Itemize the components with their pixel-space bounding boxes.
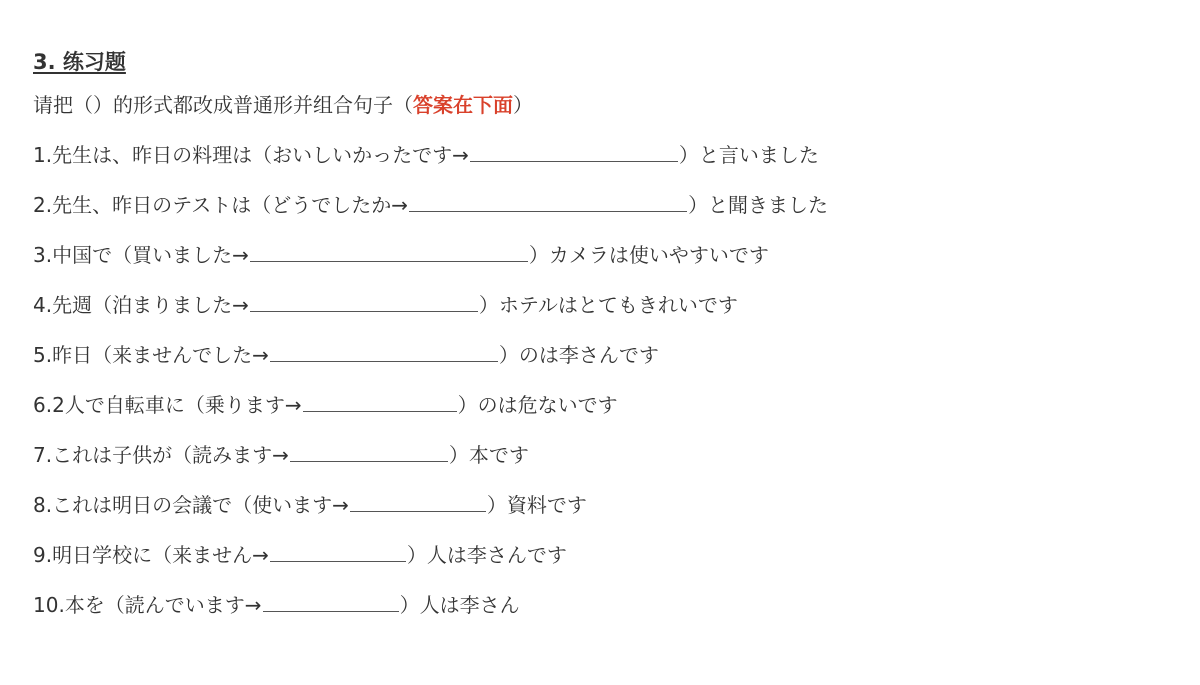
answer-blank[interactable] (270, 341, 498, 362)
exercise-number: 8. (33, 493, 53, 517)
instruction-text: 请把（）的形式都改成普通形并组合句子（ (33, 93, 413, 117)
exercise-ending: ）と言いました (678, 143, 819, 167)
answer-blank[interactable] (290, 441, 448, 462)
exercise-prompt: 本を（読んでいます→ (64, 593, 262, 617)
exercise-ending: ）のは李さんです (498, 343, 659, 367)
exercise-ending: ）資料です (486, 493, 587, 517)
exercise-prompt: 先生、昨日のテストは（どうでしたか→ (52, 193, 409, 217)
exercise-item (33, 430, 1200, 480)
answer-blank[interactable] (409, 191, 687, 212)
exercise-ending: ）のは危ないです (457, 393, 618, 417)
exercise-number: 3. (33, 243, 53, 267)
exercise-number: 9. (33, 543, 53, 567)
exercise-number: 4. (33, 293, 53, 317)
instruction-line (33, 80, 1200, 130)
answer-blank[interactable] (250, 241, 528, 262)
exercise-prompt: 中国で（買いました→ (52, 243, 249, 267)
exercise-ending: ）人は李さん (399, 593, 520, 617)
exercise-item (33, 480, 1200, 530)
answer-blank[interactable] (350, 491, 486, 512)
exercise-item (33, 280, 1200, 330)
exercise-ending: ）本です (448, 443, 529, 467)
exercise-number: 1. (33, 143, 53, 167)
exercise-item (33, 130, 1200, 180)
exercise-number: 7. (33, 443, 53, 467)
exercise-ending: ）と聞きました (688, 193, 829, 217)
exercise-prompt: 先週（泊まりました→ (52, 293, 249, 317)
exercise-prompt: これは明日の会議で（使います→ (52, 493, 349, 517)
answer-blank[interactable] (270, 541, 406, 562)
exercise-number: 6. (33, 393, 53, 417)
answer-blank[interactable] (250, 291, 478, 312)
exercise-item (33, 230, 1200, 280)
exercise-item (33, 530, 1200, 580)
exercise-number: 2. (33, 193, 53, 217)
answer-blank[interactable] (263, 591, 399, 612)
answer-blank[interactable] (470, 141, 678, 162)
exercise-number: 5. (33, 343, 53, 367)
exercise-prompt: 明日学校に（来ません→ (52, 543, 269, 567)
answer-note: 答案在下面 (413, 93, 513, 117)
exercise-list (33, 130, 1200, 630)
exercise-ending: ）人は李さんです (406, 543, 567, 567)
exercise-prompt: 先生は、昨日の料理は（おいしいかったです→ (52, 143, 469, 167)
exercise-prompt: 昨日（来ませんでした→ (52, 343, 269, 367)
exercise-item (33, 180, 1200, 230)
section-title: 3. 练习题 (33, 50, 126, 74)
exercise-ending: ）カメラは使いやすいです (528, 243, 769, 267)
exercise-prompt: 2人で自転車に（乗ります→ (52, 393, 302, 417)
answer-blank[interactable] (303, 391, 457, 412)
exercise-item (33, 330, 1200, 380)
instruction-close: ） (513, 93, 533, 117)
exercise-ending: ）ホテルはとてもきれいです (478, 293, 738, 317)
exercise-item (33, 580, 1200, 630)
exercise-item (33, 380, 1200, 430)
exercise-prompt: これは子供が（読みます→ (52, 443, 289, 467)
exercise-number: 10. (33, 593, 65, 617)
